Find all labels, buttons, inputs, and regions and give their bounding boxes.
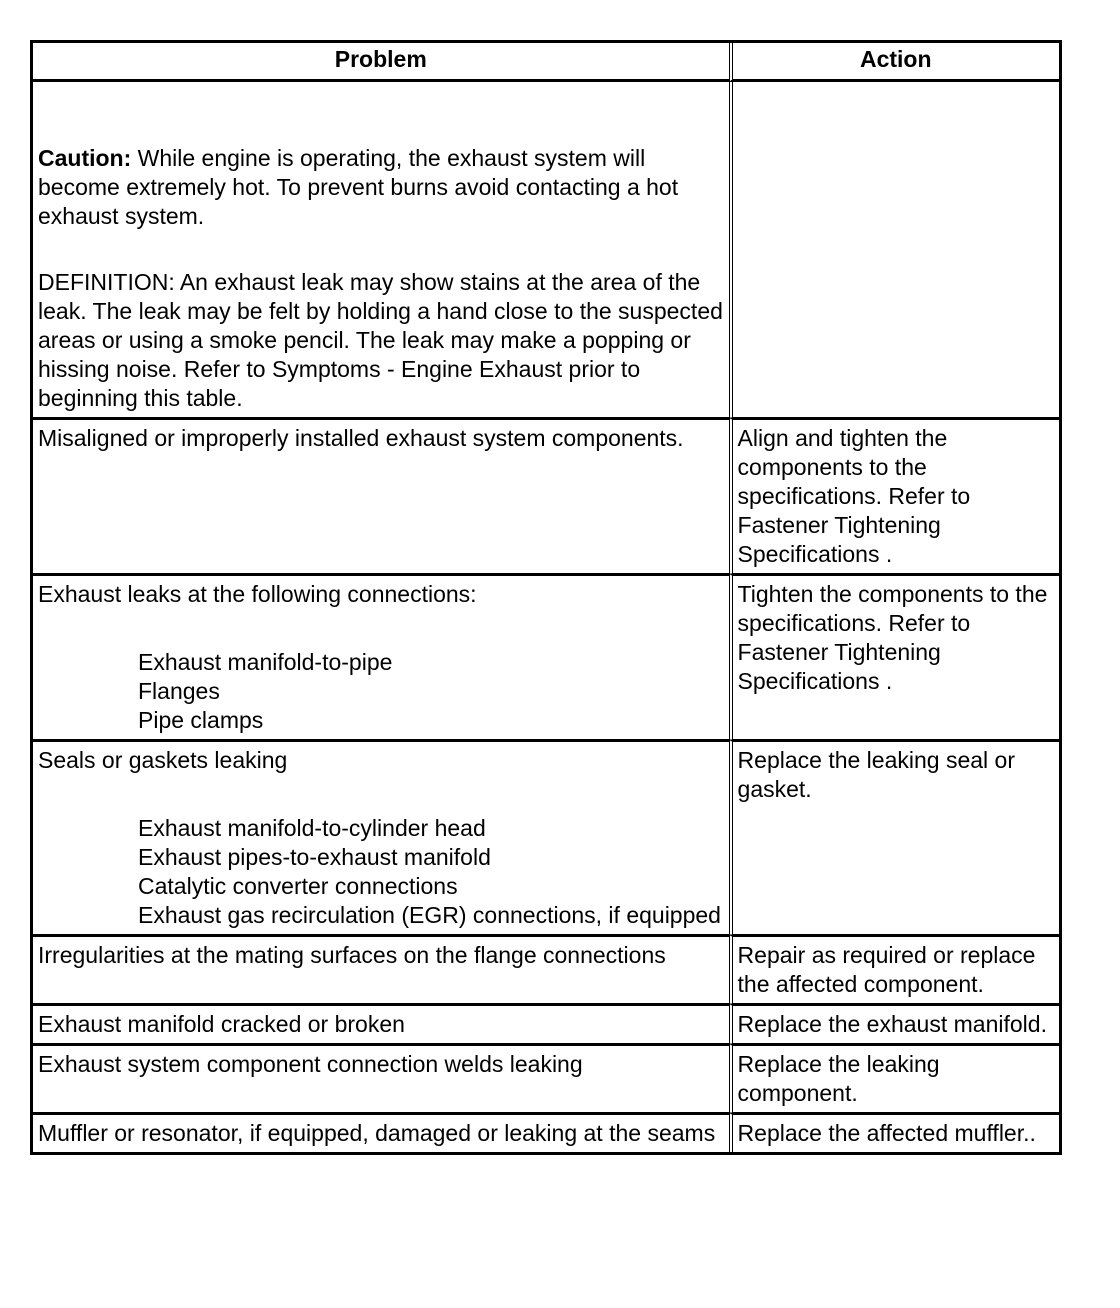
- connection-list: [38, 648, 729, 735]
- caution-text: While engine is operating, the exhaust system will become extremely hot. To prevent burns avoid contacting a hot exhaust system.: [38, 145, 679, 229]
- header-row: [33, 43, 1059, 82]
- definition-paragraph: DEFINITION: An exhaust leak may show stains at the area of the leak. The leak may be felt by holding a hand close to the suspected areas or using a smoke pencil. The leak may make a popping or hissing noise. Refer to Symptoms - Engine Exhaust prior to beginning this table.: [38, 269, 723, 411]
- intro-spacer: [38, 86, 729, 144]
- table-row: [33, 740, 1059, 935]
- action-cell: Replace the leaking component.: [729, 1044, 1059, 1113]
- intro-action-cell: [729, 82, 1059, 418]
- header-action: Action: [729, 43, 1059, 82]
- list-item: Exhaust gas recirculation (EGR) connections, if equipped: [138, 902, 721, 928]
- diagnostic-table: [30, 40, 1062, 1155]
- action-cell: Align and tighten the components to the specifications. Refer to Fastener Tightening Specifications .: [729, 418, 1059, 574]
- intro-cell: [33, 82, 729, 418]
- action-cell: Replace the exhaust manifold.: [729, 1004, 1059, 1044]
- seal-list: [38, 814, 729, 930]
- problem-cell: [33, 740, 729, 935]
- list-item: Pipe clamps: [138, 707, 264, 733]
- table-row: [33, 1113, 1059, 1152]
- caution-label: Caution:: [38, 145, 132, 171]
- table-row: [33, 418, 1059, 574]
- problem-cell: Misaligned or improperly installed exhaust system components.: [33, 418, 729, 574]
- list-item: Catalytic converter connections: [138, 873, 458, 899]
- table-row: [33, 1044, 1059, 1113]
- intro-row: [33, 82, 1059, 418]
- problem-cell: Exhaust manifold cracked or broken: [33, 1004, 729, 1044]
- table-row: [33, 935, 1059, 1004]
- action-cell: Tighten the components to the specifications. Refer to Fastener Tightening Specifications .: [729, 574, 1059, 740]
- action-cell: Repair as required or replace the affected component.: [729, 935, 1059, 1004]
- problem-cell: [33, 574, 729, 740]
- action-cell: Replace the leaking seal or gasket.: [729, 740, 1059, 935]
- list-item: Flanges: [138, 678, 220, 704]
- table-row: [33, 574, 1059, 740]
- list-item: Exhaust manifold-to-pipe: [138, 649, 393, 675]
- problem-cell: Muffler or resonator, if equipped, damaged or leaking at the seams: [33, 1113, 729, 1152]
- table-row: [33, 1004, 1059, 1044]
- problem-cell: Irregularities at the mating surfaces on the flange connections: [33, 935, 729, 1004]
- problem-cell: Exhaust system component connection welds leaking: [33, 1044, 729, 1113]
- list-item: Exhaust pipes-to-exhaust manifold: [138, 844, 491, 870]
- header-problem: Problem: [33, 43, 729, 82]
- problem-text: Exhaust leaks at the following connections:: [38, 581, 477, 607]
- caution-paragraph: [38, 144, 729, 231]
- action-cell: Replace the affected muffler..: [729, 1113, 1059, 1152]
- problem-text: Seals or gaskets leaking: [38, 747, 288, 773]
- list-item: Exhaust manifold-to-cylinder head: [138, 815, 486, 841]
